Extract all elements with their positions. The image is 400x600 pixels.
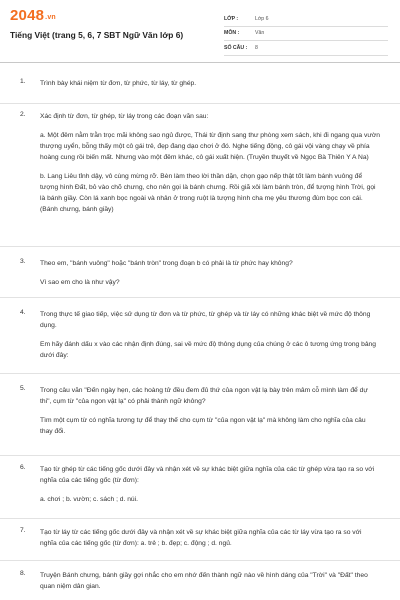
question-paragraph: a. Một đêm nằm trằn trọc mãi không sao ngủ được, Thái từ định sang thư phòng xem sách, khi đi ngang qua vườn thượng uyển, bỗng thấy một cô gái trẻ, đẹp đang dạo chơi ở đó. Nghe tiếng động, cô gái vội vàng chạy về phía hoàng cung rồi biến mất. Nhưng vào một đêm khác, cô gái xuất hiện. (Truyền thuyết về Ngọc Bà Thiên Y A Na) (40, 132, 380, 161)
question-text (40, 78, 380, 97)
question-paragraph: Theo em, "bánh vuông" hoặc "bánh tròn" trong đoạn b có phải là từ phức hay không? (40, 260, 293, 267)
question-paragraph: Tìm một cụm từ có nghĩa tương tự để thay thế cho cụm từ "của ngon vật lạ" mà không làm cho nghĩa của câu thay đổi. (40, 417, 366, 435)
question-text (40, 309, 380, 369)
logo-suffix-text: .vn (45, 14, 56, 21)
question-divider (0, 518, 400, 519)
question-text (40, 570, 380, 600)
question-divider (0, 246, 400, 247)
question-paragraph: Truyện Bánh chưng, bánh giầy gợi nhắc cho em nhớ đến thành ngữ nào về hình dáng của "Trời" và "Đất" theo quan niệm dân gian. (40, 572, 368, 590)
meta-row-grade (224, 12, 388, 27)
question-paragraph: Trong thực tế giao tiếp, việc sử dụng từ đơn và từ phức, từ ghép và từ láy có những khác biệt về mức độ thông dụng. (40, 311, 371, 329)
question-divider (0, 560, 400, 561)
question-text (40, 111, 380, 223)
question-paragraph: Tạo từ láy từ các tiếng gốc dưới đây và nhận xét về sự khác biệt giữa nghĩa của các từ láy vừa tạo ra so với nghĩa của các tiếng gốc (từ đơn): a. trẻ ; b. đẹp; c. động ; d. ngủ. (40, 529, 362, 547)
question-paragraph: Trình bày khái niệm từ đơn, từ phức, từ láy, từ ghép. (40, 80, 197, 87)
meta-info-table (224, 12, 388, 56)
question-divider (0, 297, 400, 298)
question-paragraph: Tạo từ ghép từ các tiếng gốc dưới đây và nhận xét về sự khác biệt giữa nghĩa của các từ ghép vừa tạo ra so với nghĩa của các tiếng gốc (từ đơn): (40, 466, 375, 484)
question-paragraph: Em hãy đánh dấu x vào các nhận định đúng, sai về mức độ thông dụng của chúng ở các ô tương ứng trong bảng dưới đây: (40, 341, 376, 359)
question-number: 3. (20, 258, 26, 265)
question-number: 2. (20, 111, 26, 118)
question-number: 7. (20, 527, 26, 534)
page-title: Tiếng Việt (trang 5, 6, 7 SBT Ngữ Văn lớp 6) (10, 30, 184, 40)
meta-label-grade: LỚP : (224, 15, 239, 22)
meta-label-question-count: SỐ CÂU : (224, 44, 248, 51)
question-number: 4. (20, 309, 26, 316)
meta-value-grade: Lớp 6 (255, 15, 269, 22)
question-number: 5. (20, 385, 26, 392)
question-number: 8. (20, 570, 26, 577)
header-divider (0, 62, 400, 63)
site-logo[interactable] (10, 7, 56, 24)
question-number: 6. (20, 464, 26, 471)
page-header (0, 0, 400, 62)
question-paragraph: Xác định từ đơn, từ ghép, từ láy trong các đoạn văn sau: (40, 113, 209, 120)
meta-value-subject: Văn (255, 30, 265, 37)
question-divider (0, 455, 400, 456)
meta-label-subject: MÔN : (224, 30, 240, 37)
logo-main-text: 2048 (10, 7, 45, 24)
question-text (40, 527, 380, 557)
question-text (40, 385, 380, 445)
question-paragraph: a. chơi ; b. vườn; c. sách ; d. núi. (40, 496, 138, 503)
question-number: 1. (20, 78, 26, 85)
question-text (40, 258, 380, 296)
question-paragraph: Vì sao em cho là như vậy? (40, 279, 120, 286)
meta-value-question-count: 8 (255, 44, 258, 51)
question-divider (0, 103, 400, 104)
question-paragraph: Trong câu văn "Đến ngày hẹn, các hoàng tử đều đem đủ thứ của ngon vật lạ bày trên mâm cỗ mình làm để dự thi", cụm từ "của ngon vật lạ" có phải thành ngữ không? (40, 387, 368, 405)
meta-row-question-count (224, 41, 388, 56)
meta-row-subject (224, 27, 388, 42)
question-paragraph: b. Lang Liêu tỉnh dậy, vô cùng mừng rỡ. Bèn làm theo lời thần dặn, chọn gạo nếp thật tốt làm bánh vuông để tượng hình Đất, bỏ vào chõ chưng, cho nên gọi là bánh chưng. Rồi giã xôi làm bánh tròn, để tượng hình Trời, gọi là bánh giầy. Còn lá xanh bọc ngoài và nhân ở trong ruột là tượng hình cha mẹ yêu thương đùm bọc con cái. (Bánh chưng, bánh giầy) (40, 173, 376, 213)
question-text (40, 464, 380, 513)
question-divider (0, 373, 400, 374)
